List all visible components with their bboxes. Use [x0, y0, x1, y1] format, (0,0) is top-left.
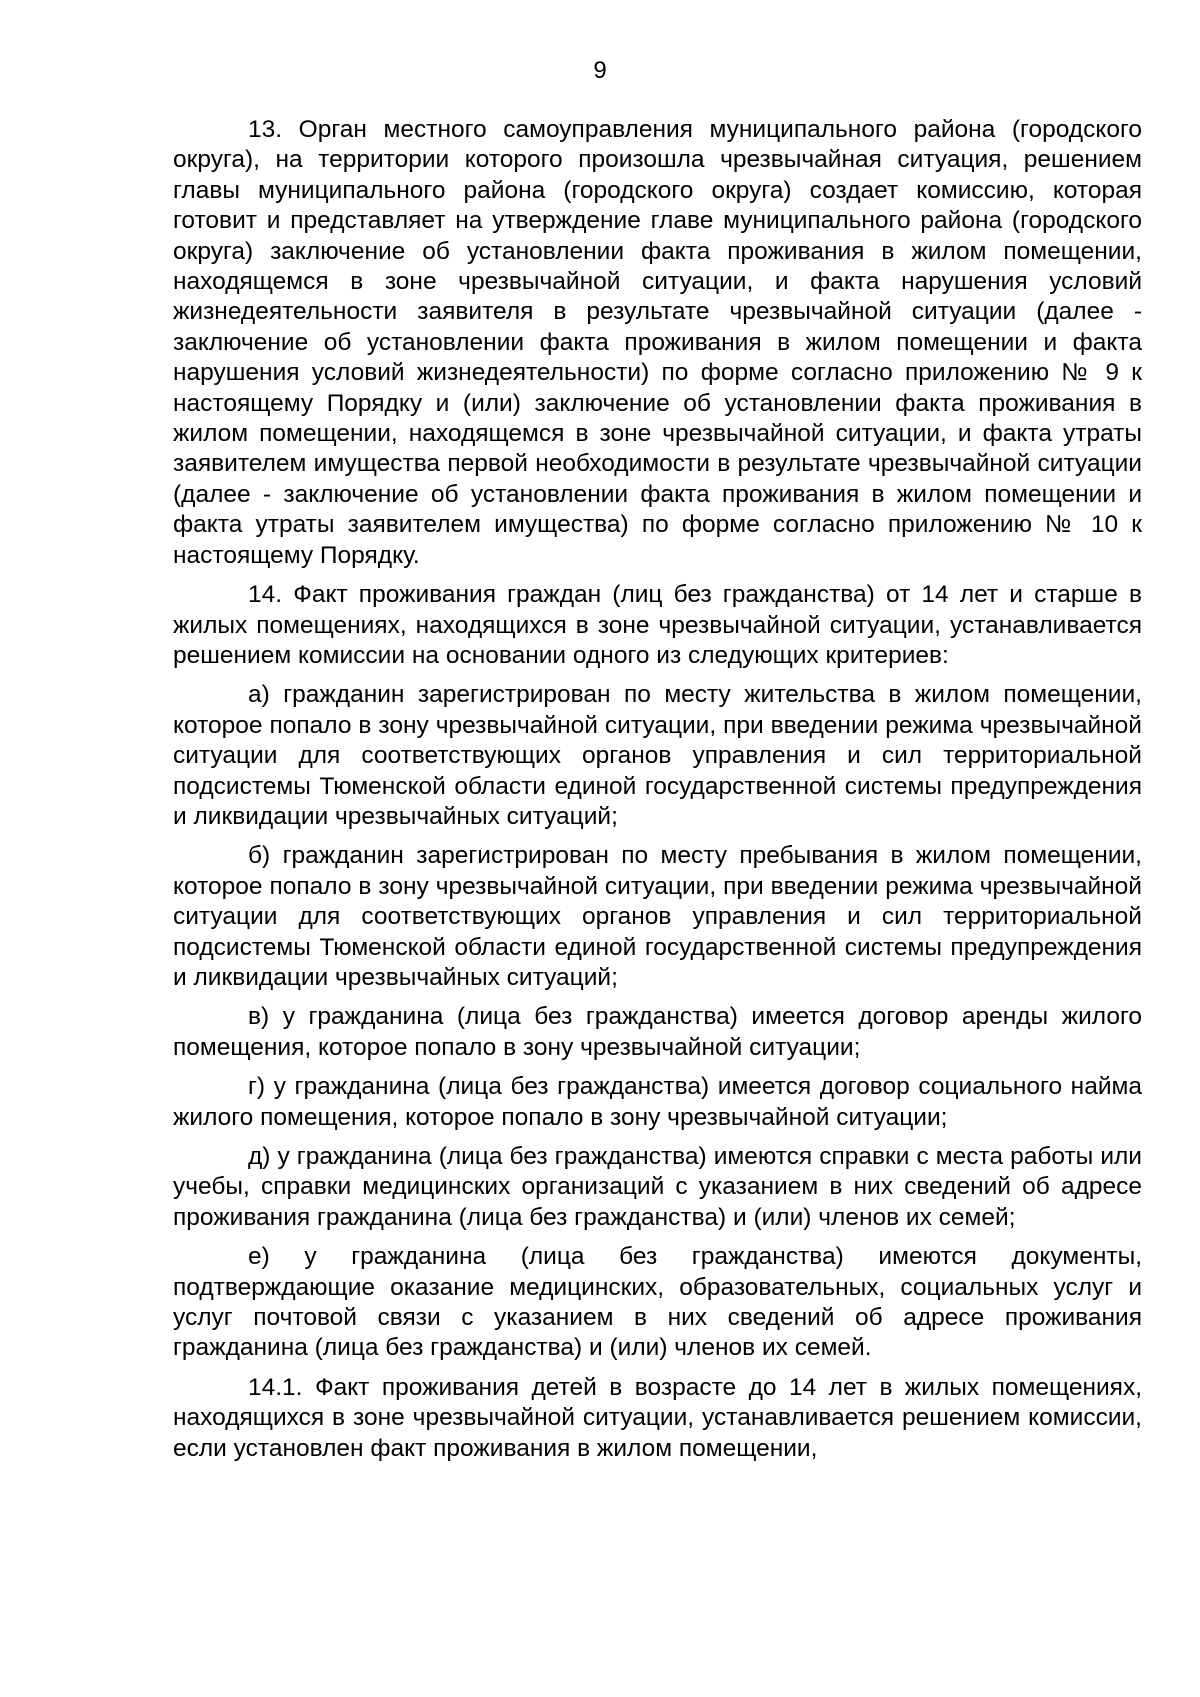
paragraph-13: 13. Орган местного самоуправления муниципального района (городского округа), на территории которого произошла чрезвычайная ситуация, решением главы муниципального района (городского округа) создает комиссию, которая готовит и представляет на утверждение главе муниципального района (городского округа) заключение об установлении факта проживания в жилом помещении, находящемся в зоне чрезвычайной ситуации, и факта нарушения условий жизнедеятельности заявителя в результате чрезвычайной ситуации (далее - заключение об установлении факта проживания в жилом помещении и факта нарушения условий жизнедеятельности) по форме согласно приложению № 9 к настоящему Порядку и (или) заключение об установлении факта проживания в жилом помещении, находящемся в зоне чрезвычайной ситуации, и факта утраты заявителем имущества первой необходимости в результате чрезвычайной ситуации (далее - заключение об установлении факта проживания в жилом помещении и факта утраты заявителем имущества) по форме согласно приложению № 10 к настоящему Порядку. — [173, 116, 1142, 569]
page-number: 9 — [593, 57, 607, 84]
document-body — [173, 115, 1142, 1473]
criterion-b: б) гражданин зарегистрирован по месту пребывания в жилом помещении, которое попало в зону чрезвычайной ситуации, при введении режима чрезвычайной ситуации для соответствующих органов управления и сил территориальной подсистемы Тюменской области единой государственной системы предупреждения и ликвидации чрезвычайных ситуаций; — [173, 842, 1142, 991]
paragraph-14-1: 14.1. Факт проживания детей в возрасте до 14 лет в жилых помещениях, находящихся в зоне чрезвычайной ситуации, устанавливается решением комиссии, если установлен факт проживания в жилом помещении, — [173, 1373, 1142, 1462]
criterion-v: в) у гражданина (лица без гражданства) имеется договор аренды жилого помещения, которое попало в зону чрезвычайной ситуации; — [173, 1003, 1142, 1061]
criterion-d: д) у гражданина (лица без гражданства) имеются справки с места работы или учебы, справки медицинских организаций с указанием в них сведений об адресе проживания гражданина (лица без гражданства) и (или) членов их семей; — [173, 1143, 1142, 1231]
criterion-a: а) гражданин зарегистрирован по месту жительства в жилом помещении, которое попало в зону чрезвычайной ситуации, при введении режима чрезвычайной ситуации для соответствующих органов управления и сил территориальной подсистемы Тюменской области единой государственной системы предупреждения и ликвидации чрезвычайных ситуаций; — [173, 681, 1142, 830]
paragraph-14: 14. Факт проживания граждан (лиц без гражданства) от 14 лет и старше в жилых помещениях, находящихся в зоне чрезвычайной ситуации, устанавливается решением комиссии на основании одного из следующих критериев: — [173, 581, 1142, 669]
criterion-e: е) у гражданина (лица без гражданства) имеются документы, подтверждающие оказание медицинских, образовательных, социальных услуг и услуг почтовой связи с указанием в них сведений об адресе проживания гражданина (лица без гражданства) и (или) членов их семей. — [173, 1243, 1142, 1362]
criterion-g: г) у гражданина (лица без гражданства) имеется договор социального найма жилого помещения, которое попало в зону чрезвычайной ситуации; — [173, 1073, 1142, 1131]
